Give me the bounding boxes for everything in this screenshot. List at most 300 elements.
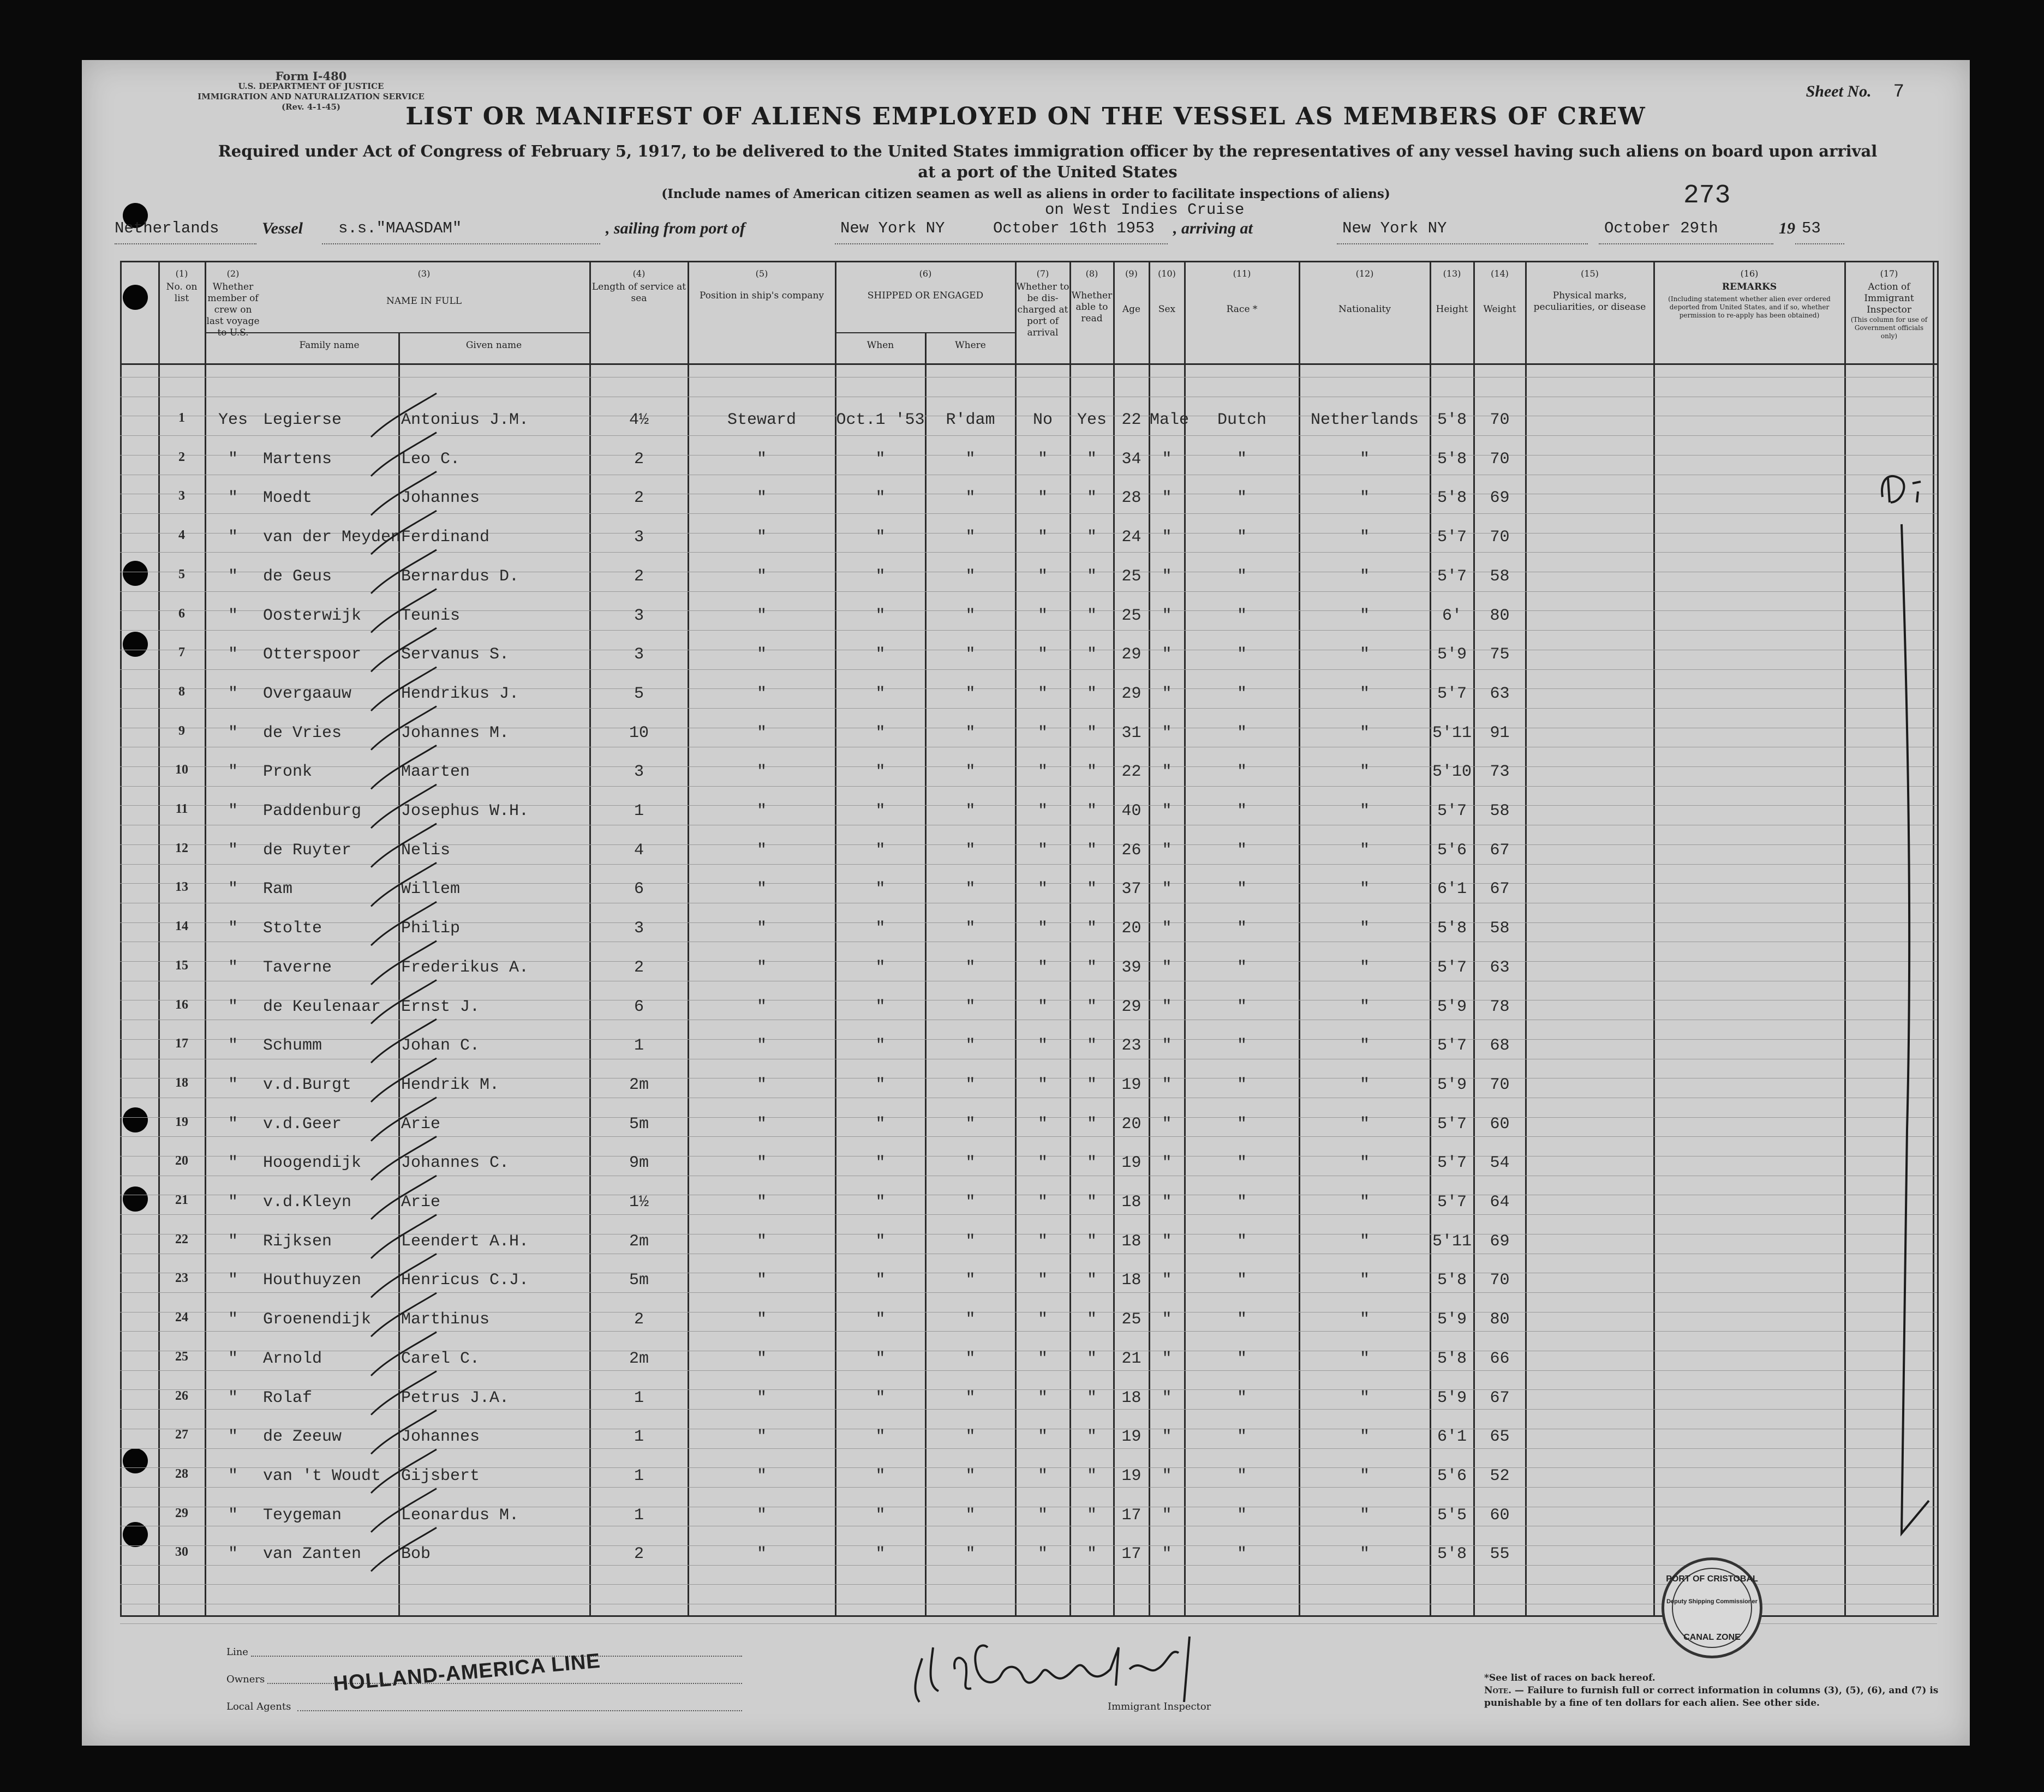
cell-where: ": [965, 919, 976, 938]
cell-race: ": [1236, 1036, 1247, 1056]
cell-discharged: ": [1037, 1114, 1048, 1134]
cell-nationality: ": [1359, 1545, 1370, 1564]
cell-no: 9: [178, 723, 185, 738]
cell-height: 5'7: [1437, 1154, 1467, 1173]
vessel-value: s.s."MAASDAM": [338, 219, 462, 237]
cell-where: ": [965, 1310, 976, 1329]
cell-position: ": [756, 684, 767, 703]
cell-prev: ": [228, 1075, 238, 1094]
cell-where: ": [965, 841, 976, 860]
cell-position: ": [756, 1388, 767, 1407]
cell-service: 2: [633, 450, 644, 469]
line-underline: [251, 1656, 742, 1657]
cell-sex: ": [1162, 1428, 1172, 1447]
cell-given: Nelis: [401, 841, 451, 860]
cell-race: ": [1236, 489, 1247, 508]
cell-prev: ": [228, 763, 238, 782]
cell-position: ": [756, 1036, 767, 1056]
cell-height: 5'7: [1437, 528, 1467, 547]
cell-given: Maarten: [401, 763, 470, 782]
cell-age: 18: [1121, 1232, 1141, 1251]
cell-when: Oct.1 '53: [836, 411, 925, 429]
cell-weight: 55: [1490, 1545, 1510, 1564]
column-rule: [120, 262, 122, 1615]
cell-race: ": [1236, 528, 1247, 547]
cell-service: 1: [633, 1466, 644, 1485]
cell-read: ": [1086, 919, 1097, 938]
col-header-no: [159, 268, 204, 304]
col-header-given: Given name: [465, 340, 522, 351]
cell-weight: 75: [1490, 645, 1510, 664]
check-stroke: [371, 862, 437, 906]
cell-race: ": [1236, 1466, 1247, 1485]
check-stroke: [371, 902, 437, 945]
cell-no: 23: [175, 1271, 188, 1286]
cell-service: 3: [633, 763, 644, 782]
cell-discharged: ": [1037, 1545, 1048, 1564]
cell-age: 34: [1121, 450, 1141, 469]
col-num: (9): [1125, 268, 1138, 279]
cell-prev: ": [228, 645, 238, 664]
seal-bottom-text: CANAL ZONE: [1683, 1633, 1741, 1642]
year-suffix: 53: [1802, 219, 1821, 237]
cell-nationality: ": [1359, 802, 1370, 820]
cell-family: de Ruyter: [263, 841, 352, 860]
cell-sex: ": [1162, 1114, 1172, 1134]
cell-where: ": [965, 567, 976, 586]
cell-family: de Zeeuw: [263, 1428, 342, 1447]
cell-nationality: ": [1359, 763, 1370, 782]
col-header-when: When: [866, 340, 894, 351]
cell-age: 22: [1121, 411, 1141, 429]
cell-given: Petrus J.A.: [401, 1388, 510, 1407]
cell-race: ": [1236, 606, 1247, 625]
col-label: Height: [1436, 304, 1468, 315]
cell-height: 5'11: [1432, 723, 1472, 742]
cell-service: 2: [633, 567, 644, 586]
check-stroke: [371, 784, 437, 828]
cell-position: ": [756, 1271, 767, 1290]
seal-top-text: PORT OF CRISTOBAL: [1666, 1574, 1758, 1584]
cell-when: ": [875, 606, 886, 625]
cell-given: Josephus W.H.: [401, 802, 529, 820]
inspector-signature: [900, 1626, 1282, 1707]
cell-where: ": [965, 802, 976, 820]
cell-when: ": [875, 1388, 886, 1407]
cell-age: 17: [1121, 1506, 1141, 1525]
cell-height: 5'6: [1437, 1466, 1467, 1485]
cell-nationality: ": [1359, 1466, 1370, 1485]
cell-prev: ": [228, 958, 238, 977]
cell-height: 5'7: [1437, 958, 1467, 977]
cell-position: Steward: [727, 411, 797, 429]
cell-family: Taverne: [263, 958, 332, 977]
cell-sex: ": [1162, 567, 1172, 586]
cell-service: 2: [633, 1545, 644, 1564]
footer-note: [1484, 1672, 1975, 1710]
cell-weight: 67: [1490, 880, 1510, 899]
cell-discharged: ": [1037, 489, 1048, 508]
cell-race: ": [1236, 997, 1247, 1016]
cell-no: 1: [178, 411, 185, 425]
cell-when: ": [875, 450, 886, 469]
col-header-family: Family name: [299, 340, 360, 351]
cell-read: ": [1086, 684, 1097, 703]
cell-nationality: ": [1359, 489, 1370, 508]
cell-sex: ": [1162, 997, 1172, 1016]
column-rule: [1653, 262, 1655, 1615]
cell-race: ": [1236, 684, 1247, 703]
col-label: Action of Immigrant Inspector: [1864, 281, 1914, 315]
cell-age: 25: [1121, 1310, 1141, 1329]
cell-age: 19: [1121, 1428, 1141, 1447]
cell-where: ": [965, 1349, 976, 1368]
cell-family: Martens: [263, 450, 332, 469]
cell-no: 6: [178, 606, 185, 621]
col-label: Whether member of crew on last voyage to U.S.: [206, 281, 260, 338]
cell-read: ": [1086, 958, 1097, 977]
to-port: New York NY: [1342, 219, 1447, 237]
cell-where: ": [965, 1271, 976, 1290]
cell-service: 1: [633, 1036, 644, 1056]
cell-height: 5'8: [1437, 489, 1467, 508]
cell-discharged: ": [1037, 1193, 1048, 1212]
cell-prev: ": [228, 567, 238, 586]
page-subtitle: Required under Act of Congress of February 5, 1917, to be delivered to the United States immigration officer by the representatives of any vessel having such aliens on board upon arrival at a port of the United States: [218, 142, 1878, 181]
cell-discharged: ": [1037, 841, 1048, 860]
cell-family: v.d.Geer: [263, 1114, 342, 1134]
cell-when: ": [875, 723, 886, 742]
cell-when: ": [875, 1036, 886, 1056]
cell-read: ": [1086, 1428, 1097, 1447]
col-label: No. on list: [166, 281, 198, 304]
col-label: Race *: [1226, 304, 1258, 315]
cell-read: ": [1086, 1271, 1097, 1290]
cell-read: ": [1086, 1349, 1097, 1368]
cell-nationality: ": [1359, 1271, 1370, 1290]
cell-prev: Yes: [218, 411, 248, 429]
col-header-remarks: [1654, 268, 1844, 320]
cell-prev: ": [228, 1154, 238, 1173]
cell-given: Leendert A.H.: [401, 1232, 529, 1251]
cell-discharged: ": [1037, 1506, 1048, 1525]
cell-family: Groenendijk: [263, 1310, 372, 1329]
cell-discharged: ": [1037, 763, 1048, 782]
cell-read: ": [1086, 528, 1097, 547]
cell-given: Willem: [401, 880, 461, 899]
cell-given: Hendrikus J.: [401, 684, 519, 703]
cell-age: 26: [1121, 841, 1141, 860]
cell-sex: ": [1162, 841, 1172, 860]
cell-where: ": [965, 1154, 976, 1173]
cell-weight: 69: [1490, 489, 1510, 508]
cell-family: Oosterwijk: [263, 606, 362, 625]
cell-no: 13: [175, 880, 188, 895]
cell-height: 5'6: [1437, 841, 1467, 860]
check-stroke: [371, 1098, 437, 1141]
cell-read: ": [1086, 880, 1097, 899]
cell-sex: ": [1162, 1232, 1172, 1251]
vessel-label: Vessel: [262, 219, 303, 237]
cell-service: 2m: [629, 1232, 649, 1251]
from-date: October 16th 1953: [993, 219, 1155, 237]
cell-race: ": [1236, 645, 1247, 664]
cell-age: 40: [1121, 802, 1141, 820]
cell-weight: 60: [1490, 1114, 1510, 1134]
cell-weight: 70: [1490, 450, 1510, 469]
cell-position: ": [756, 1114, 767, 1134]
col-num: (10): [1158, 268, 1176, 279]
cell-given: Leonardus M.: [401, 1506, 519, 1525]
port-seal: [1662, 1557, 1762, 1658]
cell-age: 20: [1121, 919, 1141, 938]
cell-family: Pronk: [263, 763, 313, 782]
cell-family: Moedt: [263, 489, 313, 508]
cell-where: ": [965, 528, 976, 547]
cell-age: 22: [1121, 763, 1141, 782]
cell-weight: 69: [1490, 1232, 1510, 1251]
cell-no: 7: [178, 645, 185, 660]
cell-height: 6'1: [1437, 1428, 1467, 1447]
cell-read: ": [1086, 645, 1097, 664]
col-label: Whether able to read: [1071, 290, 1113, 324]
cell-read: ": [1086, 1114, 1097, 1134]
col-label: Age: [1122, 304, 1141, 315]
cell-weight: 58: [1490, 802, 1510, 820]
cruise-note: on West Indies Cruise: [1045, 201, 1245, 219]
cell-height: 6': [1442, 606, 1462, 625]
cell-weight: 65: [1490, 1428, 1510, 1447]
name-check-marks: [256, 262, 584, 1615]
cell-position: ": [756, 1506, 767, 1525]
cell-age: 37: [1121, 880, 1141, 899]
cell-no: 21: [175, 1193, 188, 1207]
cell-discharged: ": [1037, 606, 1048, 625]
sailing-label: , sailing from port of: [606, 219, 745, 237]
cell-where: ": [965, 489, 976, 508]
col-label: Sex: [1158, 304, 1176, 315]
cell-where: ": [965, 450, 976, 469]
col-header-service: [590, 268, 688, 304]
cell-nationality: ": [1359, 1349, 1370, 1368]
check-stroke: [371, 1332, 437, 1376]
cell-discharged: ": [1037, 1310, 1048, 1329]
cell-age: 19: [1121, 1154, 1141, 1173]
cell-when: ": [875, 1075, 886, 1094]
cell-race: ": [1236, 1154, 1247, 1173]
cell-service: 5: [633, 684, 644, 703]
cell-discharged: ": [1037, 1036, 1048, 1056]
col-header-age: [1114, 268, 1149, 315]
check-stroke: [371, 1215, 437, 1258]
cell-when: ": [875, 684, 886, 703]
cell-sex: ": [1162, 489, 1172, 508]
cell-when: ": [875, 1349, 886, 1368]
cell-family: van der Meyden: [263, 528, 401, 547]
column-rule: [158, 262, 160, 1615]
cell-read: ": [1086, 489, 1097, 508]
cell-sex: ": [1162, 1545, 1172, 1564]
cell-nationality: ": [1359, 1193, 1370, 1212]
cell-race: ": [1236, 1349, 1247, 1368]
cell-prev: ": [228, 1506, 238, 1525]
cell-nationality: ": [1359, 684, 1370, 703]
cell-no: 28: [175, 1466, 188, 1481]
agents-label: Local Agents: [226, 1701, 291, 1712]
cell-discharged: ": [1037, 684, 1048, 703]
cell-no: 17: [175, 1036, 188, 1051]
cell-nationality: ": [1359, 919, 1370, 938]
cell-race: ": [1236, 1232, 1247, 1251]
cell-sex: ": [1162, 1388, 1172, 1407]
cell-height: 5'9: [1437, 1310, 1467, 1329]
check-stroke: [371, 745, 437, 789]
cell-prev: ": [228, 1193, 238, 1212]
cell-where: ": [965, 763, 976, 782]
cell-position: ": [756, 1075, 767, 1094]
cell-race: ": [1236, 450, 1247, 469]
cell-nationality: ": [1359, 958, 1370, 977]
cell-read: ": [1086, 1388, 1097, 1407]
cell-nationality: ": [1359, 1114, 1370, 1134]
cell-prev: ": [228, 1114, 238, 1134]
cell-discharged: ": [1037, 1271, 1048, 1290]
cell-race: ": [1236, 880, 1247, 899]
col-num: (3): [417, 268, 431, 279]
cell-age: 25: [1121, 606, 1141, 625]
cell-given: Carel C.: [401, 1349, 480, 1368]
cell-age: 39: [1121, 958, 1141, 977]
cell-given: Johan C.: [401, 1036, 480, 1056]
col-num: (11): [1233, 268, 1251, 279]
cell-position: ": [756, 958, 767, 977]
cell-position: ": [756, 1193, 767, 1212]
check-stroke: [371, 1176, 437, 1219]
cell-nationality: ": [1359, 645, 1370, 664]
cell-given: Johannes: [401, 1428, 480, 1447]
cell-discharged: ": [1037, 528, 1048, 547]
cell-service: 3: [633, 919, 644, 938]
col-header-nationality: [1300, 268, 1430, 315]
check-stroke: [371, 550, 437, 594]
cell-service: 6: [633, 997, 644, 1016]
cell-nationality: ": [1359, 450, 1370, 469]
col-header-race: [1185, 268, 1299, 315]
manifest-sheet: [82, 60, 1970, 1746]
cell-height: 5'5: [1437, 1506, 1467, 1525]
cell-prev: ": [228, 841, 238, 860]
cell-race: Dutch: [1217, 411, 1266, 429]
cell-where: ": [965, 1466, 976, 1485]
cell-where: ": [965, 684, 976, 703]
cell-race: ": [1236, 1428, 1247, 1447]
cell-position: ": [756, 919, 767, 938]
cell-position: ": [756, 450, 767, 469]
cell-sex: ": [1162, 880, 1172, 899]
cell-nationality: ": [1359, 567, 1370, 586]
cell-family: Arnold: [263, 1349, 322, 1368]
cell-family: van Zanten: [263, 1545, 362, 1564]
cell-age: 21: [1121, 1349, 1141, 1368]
cell-position: ": [756, 645, 767, 664]
col-num: (1): [175, 268, 188, 279]
cell-height: 5'7: [1437, 684, 1467, 703]
check-stroke: [371, 433, 437, 476]
cell-service: 1: [633, 1428, 644, 1447]
cell-no: 20: [175, 1154, 188, 1168]
col-num: (7): [1036, 268, 1049, 279]
cell-when: ": [875, 919, 886, 938]
col-label: REMARKS: [1722, 281, 1777, 292]
cell-height: 5'8: [1437, 1271, 1467, 1290]
col-label: Position in ship's company: [699, 290, 824, 301]
cell-sex: ": [1162, 1075, 1172, 1094]
check-stroke: [371, 393, 437, 437]
cell-position: ": [756, 489, 767, 508]
cell-sex: ": [1162, 1506, 1172, 1525]
cell-service: 3: [633, 606, 644, 625]
cell-read: ": [1086, 763, 1097, 782]
cell-where: ": [965, 958, 976, 977]
check-stroke: [371, 1527, 437, 1571]
col-label: Physical marks, peculiarities, or disease: [1533, 290, 1646, 313]
cell-family: Rijksen: [263, 1232, 332, 1251]
cell-race: ": [1236, 1310, 1247, 1329]
cell-race: ": [1236, 723, 1247, 742]
cell-sex: ": [1162, 1036, 1172, 1056]
cell-when: ": [875, 1232, 886, 1251]
col-num: (17): [1880, 268, 1898, 279]
col-label: Weight: [1483, 304, 1516, 315]
cell-read: ": [1086, 1310, 1097, 1329]
check-stroke: [371, 471, 437, 515]
column-rule: [1844, 262, 1846, 1615]
col-header-action: [1845, 268, 1933, 340]
cell-age: 18: [1121, 1271, 1141, 1290]
cell-race: ": [1236, 1114, 1247, 1134]
cell-read: ": [1086, 802, 1097, 820]
cell-where: R'dam: [946, 411, 995, 429]
cell-where: ": [965, 997, 976, 1016]
col-label: NAME IN FULL: [386, 296, 462, 307]
check-stroke: [371, 1449, 437, 1493]
cell-family: Otterspoor: [263, 645, 362, 664]
cell-family: Legierse: [263, 411, 342, 429]
cell-position: ": [756, 763, 767, 782]
manifest-serial: 273: [1683, 181, 1731, 211]
cell-age: 29: [1121, 997, 1141, 1016]
inspector-label: Immigrant Inspector: [1108, 1701, 1211, 1712]
cell-where: ": [965, 1545, 976, 1564]
cell-given: Leo C.: [401, 450, 461, 469]
cell-when: ": [875, 997, 886, 1016]
cell-no: 10: [175, 763, 188, 777]
col-num: (16): [1740, 268, 1759, 279]
cell-when: ": [875, 1310, 886, 1329]
cell-family: Rolaf: [263, 1388, 313, 1407]
cell-nationality: ": [1359, 1232, 1370, 1251]
cell-read: ": [1086, 450, 1097, 469]
cell-age: 23: [1121, 1036, 1141, 1056]
cell-prev: ": [228, 450, 238, 469]
cell-height: 5'8: [1437, 919, 1467, 938]
cell-sex: ": [1162, 763, 1172, 782]
check-stroke: [371, 1410, 437, 1454]
cell-given: Henricus C.J.: [401, 1271, 529, 1290]
cell-weight: 58: [1490, 919, 1510, 938]
col-header-read: [1071, 268, 1113, 325]
cell-family: Schumm: [263, 1036, 322, 1056]
